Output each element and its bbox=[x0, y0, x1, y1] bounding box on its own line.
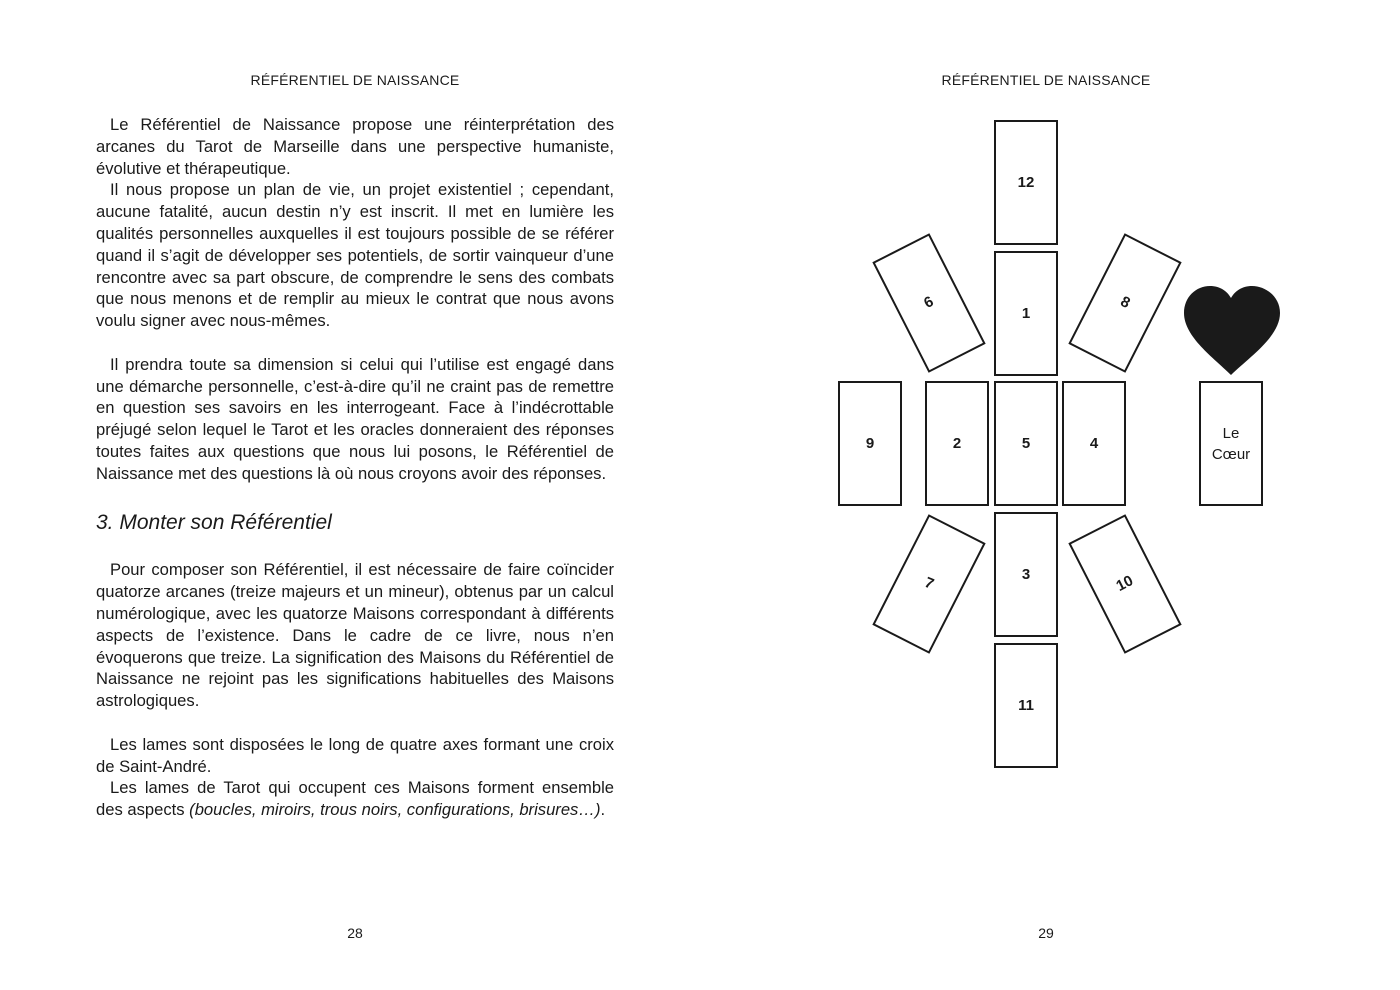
card-8-label: 8 bbox=[1117, 293, 1133, 312]
running-head-left: RÉFÉRENTIEL DE NAISSANCE bbox=[250, 72, 460, 88]
card-10-label: 10 bbox=[1113, 572, 1137, 595]
card-1 bbox=[995, 252, 1057, 375]
card-7-label: 7 bbox=[922, 574, 937, 593]
card-11-label: 11 bbox=[1018, 696, 1034, 714]
folio-left: 28 bbox=[347, 925, 363, 941]
card-5-label: 5 bbox=[1021, 434, 1031, 452]
paragraph-1: Le Référentiel de Naissance propose une réinterprétation des arcanes du Tarot de Marseille dans une perspective humaniste, évolutive et thérapeutique. bbox=[96, 115, 614, 178]
card-9-label: 9 bbox=[865, 434, 875, 452]
card-6-label: 6 bbox=[921, 293, 937, 312]
card-5 bbox=[995, 382, 1057, 505]
card-3-label: 3 bbox=[1021, 565, 1031, 583]
paragraph-6 bbox=[96, 777, 614, 821]
heart-icon bbox=[1184, 286, 1280, 375]
paragraph-3: Il prendra toute sa dimension si celui qui l’utilise est engagé dans une démarche personnelle, c’est-à-dire qu’il ne craint pas de remettre en question ses savoirs en les interrogeant. Face à l’indécrottable préjugé selon lequel le Tarot et les oracles donneraient des réponses toutes faites aux questions que nous lui posons, le Référentiel de Naissance met des questions là où nous croyons avoir des réponses. bbox=[96, 354, 614, 483]
card-le-coeur bbox=[1200, 382, 1262, 505]
birth-referential-diagram bbox=[700, 0, 1400, 990]
card-2-label: 2 bbox=[952, 434, 962, 452]
paragraph-2: Il nous propose un plan de vie, un projet existentiel ; cependant, aucune fatalité, aucun destin n’y est inscrit. Il met en lumière les qualités personnelles auxquelles il est toujours possible de se référer quand il s’agit de développer ses potentiels, de sortir vainqueur d’une rencontre avec sa part obscure, de comprendre le sens des combats que nous menons et de remplir au mieux le contrat que nous avons voulu signer avec nous-mêmes. bbox=[96, 180, 614, 331]
card-8 bbox=[1070, 235, 1181, 372]
section-heading: 3. Monter son Référentiel bbox=[96, 510, 332, 534]
paragraph-5: Les lames sont disposées le long de quatre axes formant une croix de Saint-André. bbox=[96, 734, 614, 776]
card-1-label: 1 bbox=[1021, 304, 1031, 322]
card-7 bbox=[874, 516, 985, 653]
card-10 bbox=[1070, 516, 1181, 653]
card-2 bbox=[926, 382, 988, 505]
card-6 bbox=[874, 235, 985, 372]
body-text-left bbox=[96, 114, 614, 821]
paragraph-6-lead: Les lames de Tarot qui occupent ces Maisons forment ensemble des aspects bbox=[96, 778, 614, 820]
card-11 bbox=[995, 644, 1057, 767]
running-head-right: RÉFÉRENTIEL DE NAISSANCE bbox=[941, 72, 1151, 88]
card-9 bbox=[839, 382, 901, 505]
card-4 bbox=[1063, 382, 1125, 505]
card-le-coeur-label-line1: Le bbox=[1222, 424, 1240, 442]
card-3 bbox=[995, 513, 1057, 636]
right-page bbox=[700, 0, 1400, 990]
card-12-label: 12 bbox=[1017, 173, 1035, 191]
card-12 bbox=[995, 121, 1057, 244]
folio-right: 29 bbox=[1038, 925, 1054, 941]
paragraph-6-end: . bbox=[600, 800, 606, 820]
paragraph-6-italic: (boucles, miroirs, trous noirs, configurations, brisures…) bbox=[189, 800, 601, 820]
card-le-coeur-label-line2: Cœur bbox=[1211, 445, 1251, 463]
card-4-label: 4 bbox=[1089, 434, 1099, 452]
paragraph-4: Pour composer son Référentiel, il est nécessaire de faire coïncider quatorze arcanes (treize majeurs et un mineur), obtenus par un calcul numérologique, avec les quatorze Maisons correspondant à différents aspects de l’existence. Dans le cadre de ce livre, nous n’en évoquerons que treize. La signification des Maisons du Référentiel de Naissance ne rejoint pas les significations habituelles des Maisons astrologiques. bbox=[96, 560, 614, 711]
